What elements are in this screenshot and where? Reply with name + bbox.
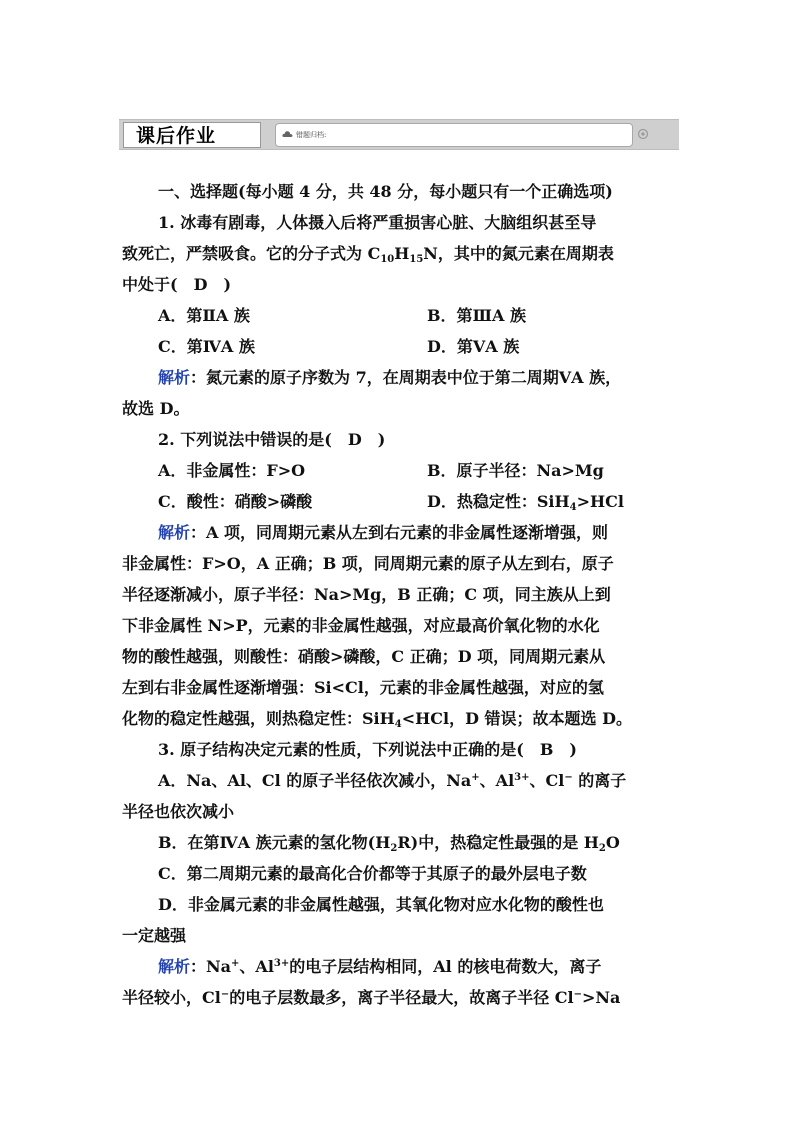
option-b: B．在第ⅣA 族元素的氢化物$(H_2R)$中，热稳定性最强的是 $H_2O$ xyxy=(158,833,620,854)
option-d: D．热稳定性：SiH$_4$>HCl xyxy=(427,492,624,513)
error-archive-label: 错题归档: xyxy=(296,131,327,139)
option-a: A．Na、Al、Cl 的原子半径依次减小，Na+、$Al^{3+}$、Cl− 的离子 xyxy=(158,771,627,790)
option-d: 一定越强 xyxy=(122,926,187,945)
analysis-line: 解析：Na+、$Al^{3+}$的电子层结构相同，Al 的核电荷数大，离子 xyxy=(158,957,602,976)
option-c: C．第二周期元素的最高化合价都等于其原子的最外层电子数 xyxy=(158,864,587,883)
option-b: B．第ⅢA 族 xyxy=(427,306,526,325)
option-c: C．第ⅣA 族 xyxy=(158,337,255,356)
analysis-line: 故选 D。 xyxy=(122,399,190,418)
options-row xyxy=(122,331,682,362)
question-3-line: 3. 原子结构决定元素的性质，下列说法中正确的是( B ) xyxy=(158,740,577,759)
section-title: 课后作业 xyxy=(123,122,261,148)
analysis-label: 解析 xyxy=(158,957,191,976)
option-a: A．非金属性：F>O xyxy=(158,461,306,480)
analysis-line: 半径较小，Cl−的电子层数最多，离子半径最大，故离子半径 Cl−>Na xyxy=(122,988,621,1007)
section-heading: 一、选择题(每小题 4 分，共 48 分，每小题只有一个正确选项) xyxy=(158,182,613,201)
header-bar xyxy=(119,119,679,150)
option-d: D．非金属元素的非金属性越强，其氧化物对应水化物的酸性也 xyxy=(158,895,604,914)
option-d: D．第ⅤA 族 xyxy=(427,337,520,356)
error-archive-field[interactable] xyxy=(275,123,633,147)
options-row xyxy=(122,300,682,331)
options-row xyxy=(122,486,682,517)
question-1-line: 1. 冰毒有剧毒，人体摄入后将严重损害心脏、大脑组织甚至导 xyxy=(158,213,597,232)
question-2-line: 2. 下列说法中错误的是( D ) xyxy=(158,430,386,449)
settings-icon[interactable] xyxy=(637,128,649,140)
analysis-line: 化物的稳定性越强，则热稳定性：SiH$_4$<HCl，D 错误；故本题选 D。 xyxy=(122,709,632,730)
analysis-line: 左到右非金属性逐渐增强：Si<Cl，元素的非金属性越强，对应的氢 xyxy=(122,678,604,697)
option-a: 半径也依次减小 xyxy=(122,802,235,821)
question-1-line: 致死亡，严禁吸食。它的分子式为 $C_{10}H_{15}N$，其中的氮元素在周期表 xyxy=(122,244,614,265)
analysis-line: 物的酸性越强，则酸性：硝酸>磷酸，C 正确；D 项，同周期元素从 xyxy=(122,647,606,666)
option-a: A．第ⅡA 族 xyxy=(158,306,250,325)
option-c: C．酸性：硝酸>磷酸 xyxy=(158,492,313,511)
analysis-label: 解析 xyxy=(158,523,191,542)
question-1-line: 中处于( D ) xyxy=(122,275,232,294)
analysis-line: 非金属性：F>O，A 正确；B 项，同周期元素的原子从左到右，原子 xyxy=(122,554,614,573)
options-row xyxy=(122,455,682,486)
analysis-line: 解析：氮元素的原子序数为 7，在周期表中位于第二周期ⅤA 族， xyxy=(158,368,622,387)
analysis-line: 下非金属性 N>P，元素的非金属性越强，对应最高价氧化物的水化 xyxy=(122,616,600,635)
analysis-line: 半径逐渐减小，原子半径：Na>Mg，B 正确；C 项，同主族从上到 xyxy=(122,585,611,604)
cloud-icon xyxy=(282,130,293,138)
option-b: B．原子半径：Na>Mg xyxy=(427,461,604,480)
analysis-label: 解析 xyxy=(158,368,191,387)
analysis-line: 解析：A 项，同周期元素从左到右元素的非金属性逐渐增强，则 xyxy=(158,523,609,542)
